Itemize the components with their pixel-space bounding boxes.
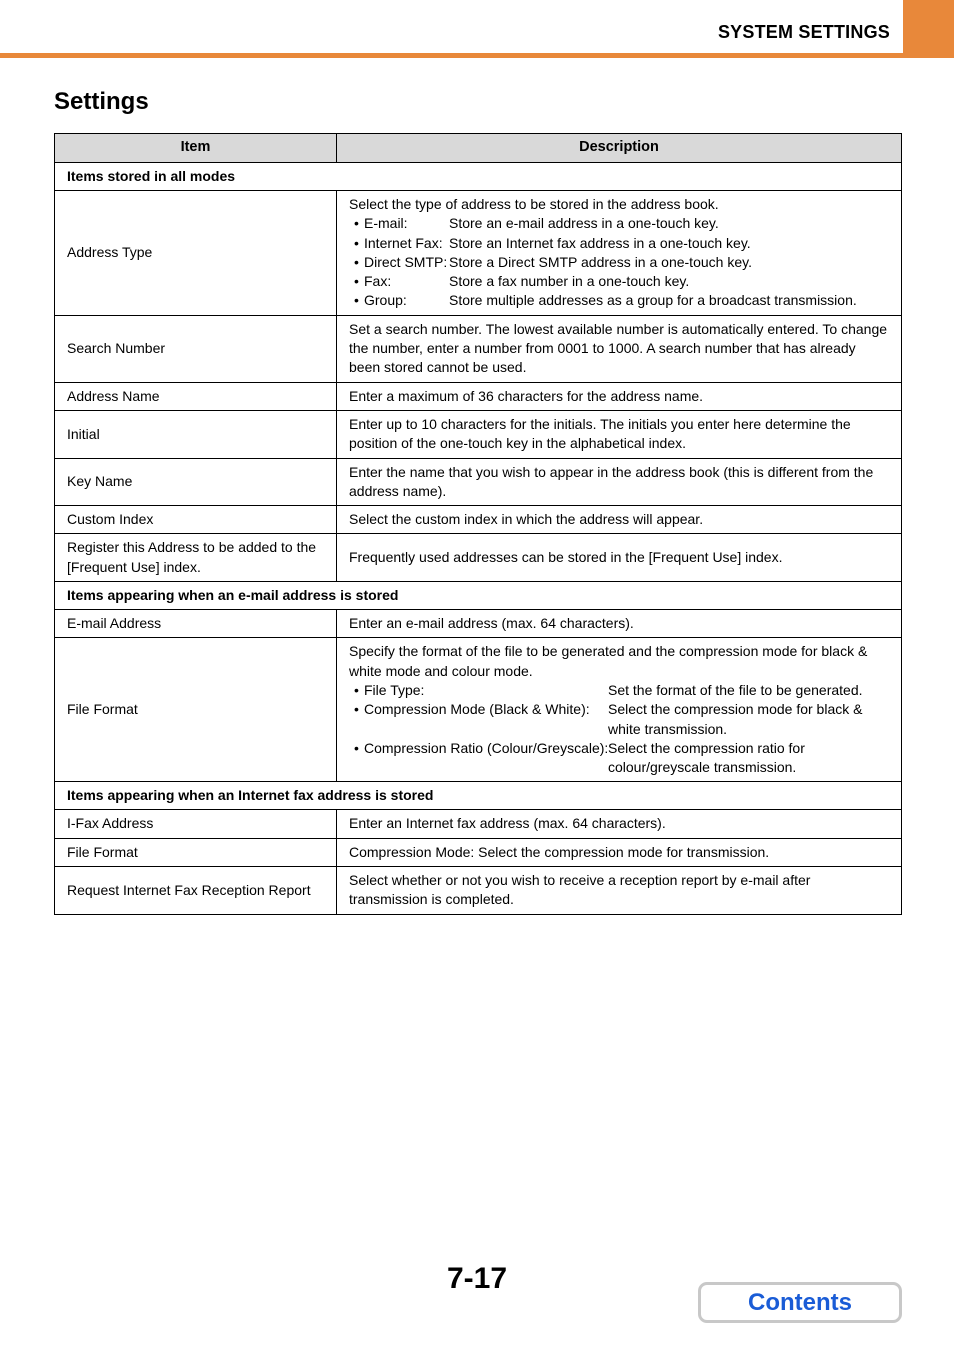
column-header-item: Item (55, 134, 337, 163)
item-cell: Initial (55, 410, 337, 458)
description-cell: Enter a maximum of 36 characters for the address name. (337, 382, 902, 410)
description-cell (337, 191, 902, 316)
table-row (55, 410, 902, 458)
header-rule (0, 53, 954, 58)
description-cell: Select whether or not you wish to receive a reception report by e-mail after transmission is completed. (337, 867, 902, 915)
description-intro: Select the type of address to be stored in the address book. (349, 196, 719, 212)
item-cell: Address Type (55, 191, 337, 316)
description-cell: Set a search number. The lowest available number is automatically entered. To change the number, enter a number from 0001 to 1000. A search number that has already been stored cannot be used. (337, 315, 902, 382)
table-row (55, 534, 902, 582)
item-cell: File Format (55, 838, 337, 866)
table-row (55, 638, 902, 782)
bullet-item: • Direct SMTP: Store a Direct SMTP address in a one-touch key. (354, 253, 752, 270)
description-cell: Enter up to 10 characters for the initials. The initials you enter here determine the position of the one-touch key in the alphabetical index. (337, 410, 902, 458)
item-cell: Register this Address to be added to the [Frequent Use] index. (55, 534, 337, 582)
table-row (55, 506, 902, 534)
description-intro: Specify the format of the file to be generated and the compression mode for black & white mode and colour mode. (349, 643, 868, 679)
bullet-item: • Fax: Store a fax number in a one-touch key. (354, 273, 690, 290)
item-cell: Request Internet Fax Reception Report (55, 867, 337, 915)
table-header-row (55, 134, 902, 163)
header-tab (903, 0, 954, 53)
page-number: 7-17 (446, 1262, 508, 1295)
section-title: SYSTEM SETTINGS (717, 22, 890, 42)
bullet-item: • Group: Store multiple addresses as a group for a broadcast transmission. (354, 292, 857, 309)
table-row (55, 867, 902, 915)
bullet-item: • Internet Fax: Store an Internet fax address in a one-touch key. (354, 234, 751, 251)
contents-button[interactable]: Contents (698, 1282, 902, 1323)
bullet-item: • Compression Mode (Black & White): Select the compression mode for black & white transmission. (354, 701, 863, 737)
description-cell: Enter an Internet fax address (max. 64 characters). (337, 810, 902, 838)
section-label: Items stored in all modes (55, 163, 902, 191)
section-label: Items appearing when an e-mail address is stored (55, 582, 902, 610)
item-cell: E-mail Address (55, 610, 337, 638)
section-row (55, 782, 902, 810)
description-cell (337, 638, 902, 782)
section-label: Items appearing when an Internet fax address is stored (55, 782, 902, 810)
item-cell: File Format (55, 638, 337, 782)
column-header-description: Description (337, 134, 902, 163)
section-row (55, 163, 902, 191)
settings-table (54, 133, 902, 915)
item-cell: I-Fax Address (55, 810, 337, 838)
table-row (55, 382, 902, 410)
item-cell: Search Number (55, 315, 337, 382)
item-cell: Address Name (55, 382, 337, 410)
item-cell: Key Name (55, 458, 337, 506)
section-row (55, 582, 902, 610)
description-cell: Enter the name that you wish to appear in the address book (this is different from the address name). (337, 458, 902, 506)
description-cell: Select the custom index in which the address will appear. (337, 506, 902, 534)
table-row (55, 610, 902, 638)
description-cell: Enter an e-mail address (max. 64 characters). (337, 610, 902, 638)
item-cell: Custom Index (55, 506, 337, 534)
table-row (55, 458, 902, 506)
bullet-item: • File Type: Set the format of the file to be generated. (354, 681, 863, 698)
table-row (55, 810, 902, 838)
table-row (55, 838, 902, 866)
page-title: Settings (54, 88, 149, 115)
bullet-item: • E-mail: Store an e-mail address in a one-touch key. (354, 215, 719, 232)
bullet-item: • Compression Ratio (Colour/Greyscale): Select the compression ratio for colour/greyscale transmission. (354, 739, 805, 776)
table-row (55, 315, 902, 382)
description-cell: Frequently used addresses can be stored in the [Frequent Use] index. (337, 534, 902, 582)
description-cell: Compression Mode: Select the compression mode for transmission. (337, 838, 902, 866)
table-row (55, 191, 902, 316)
